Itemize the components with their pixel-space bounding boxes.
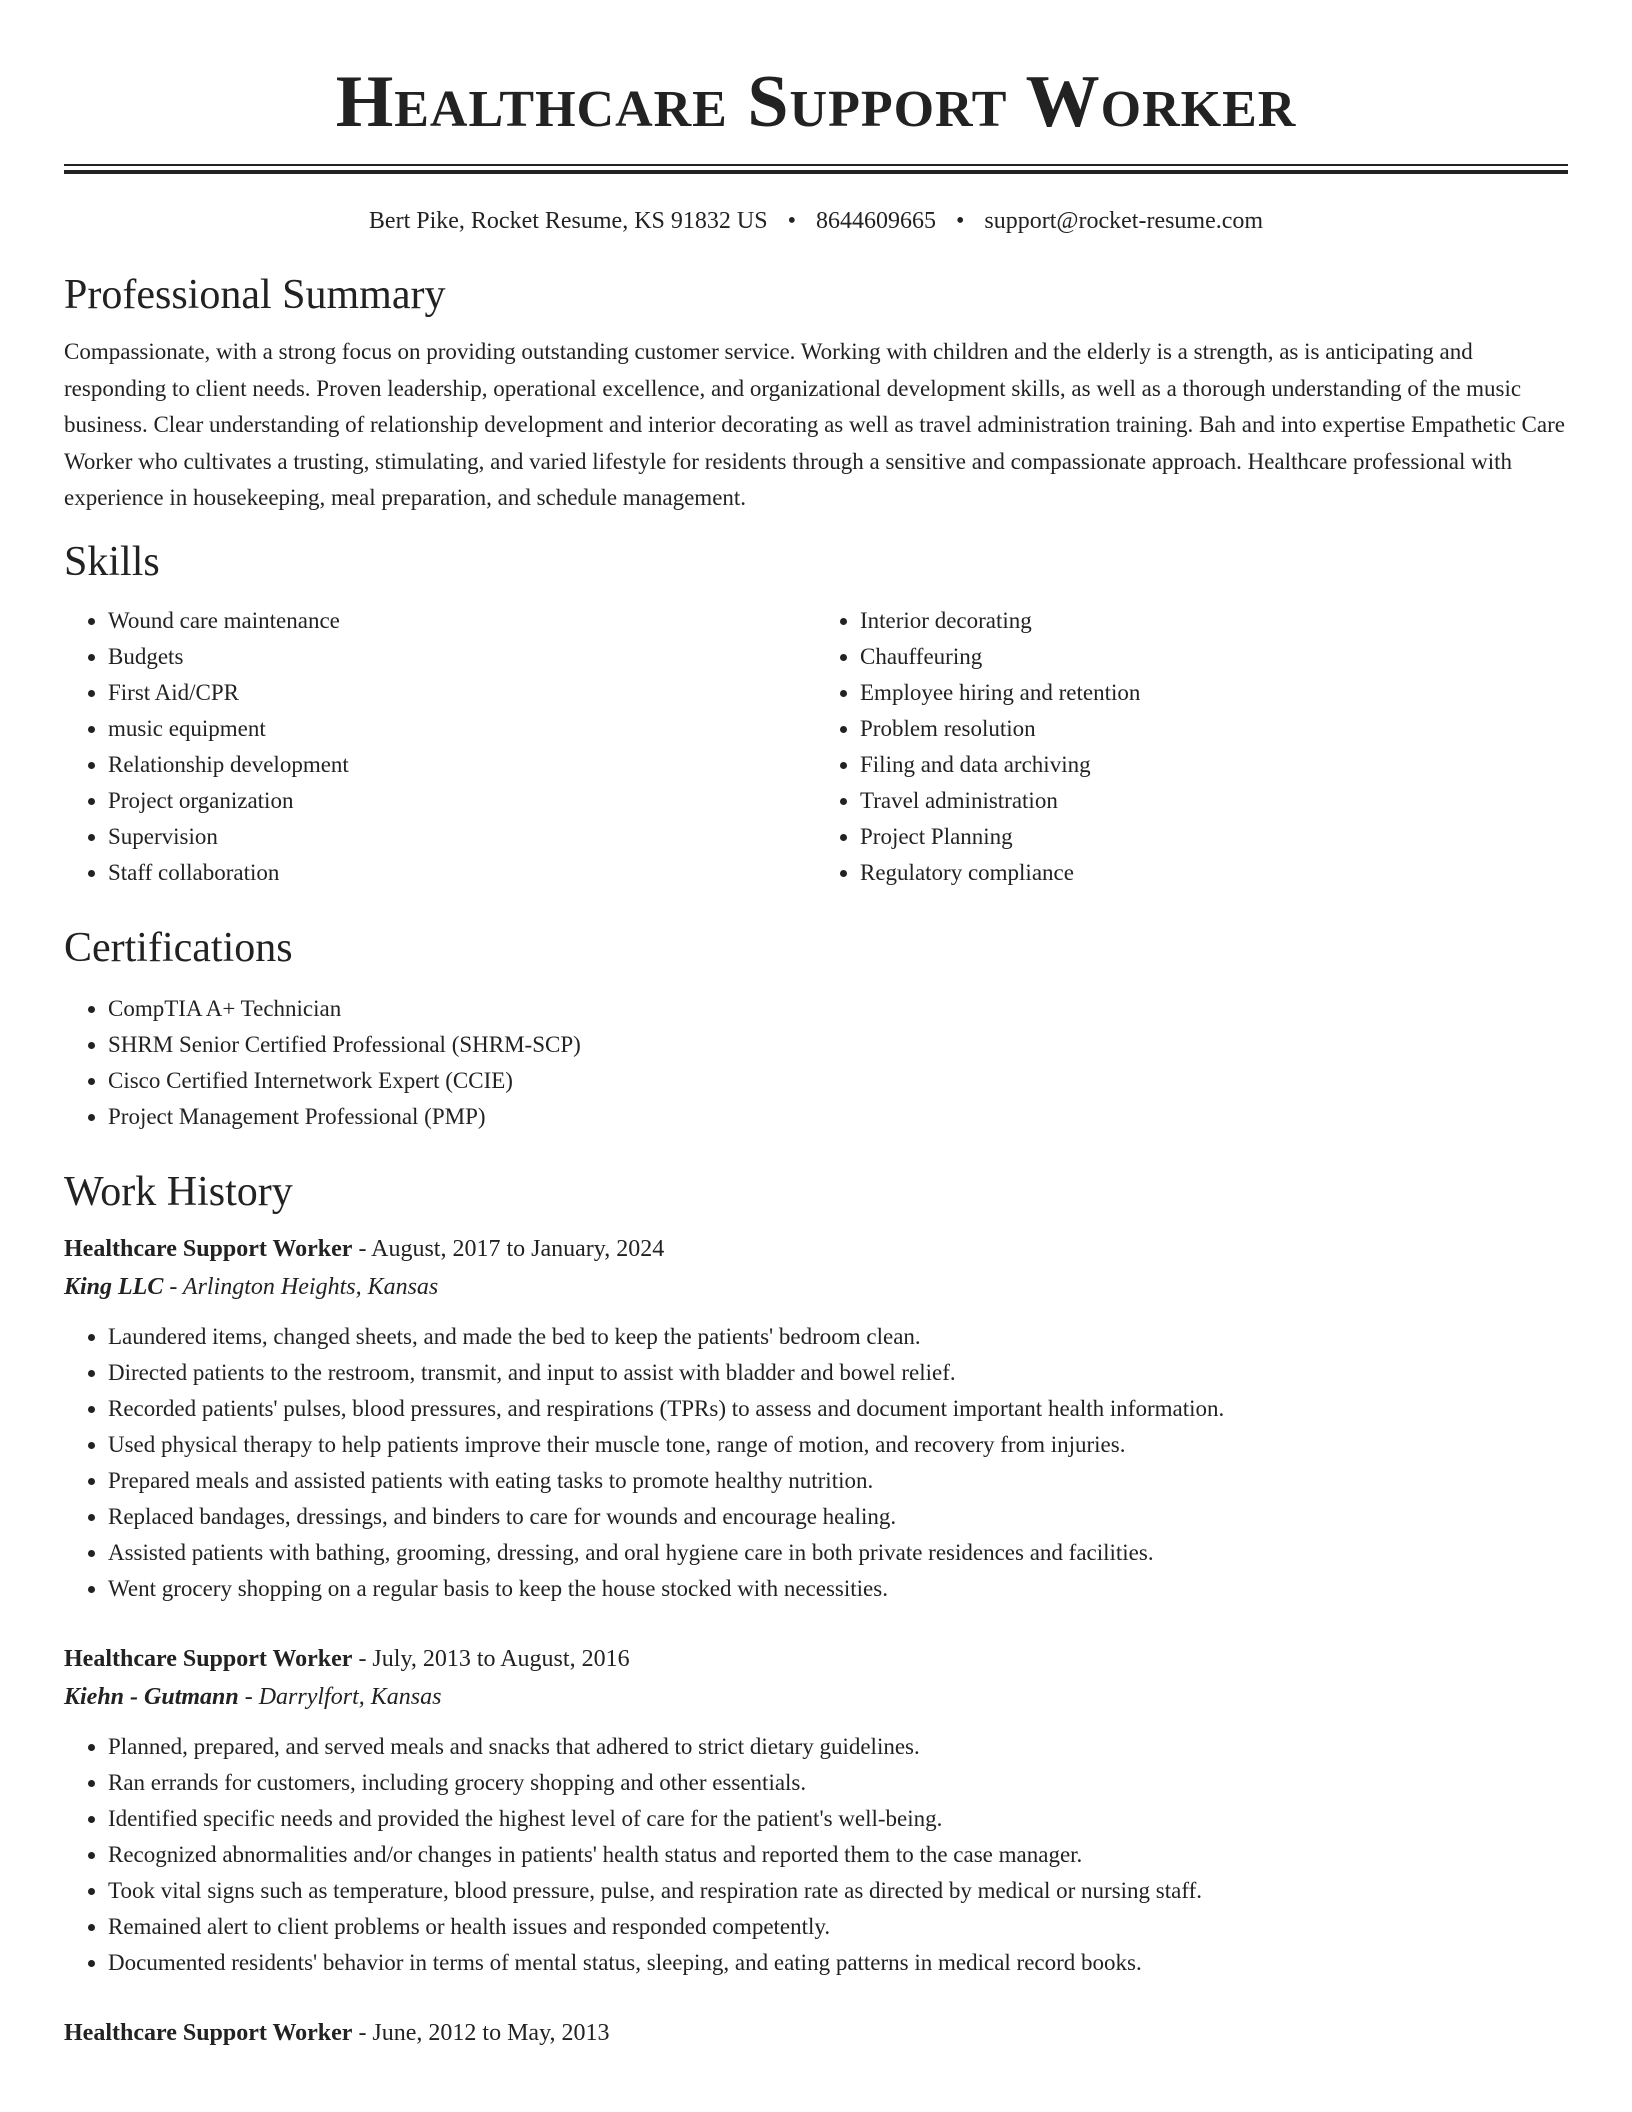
job-duty: • Identified specific needs and provided the highest level of care for the patient's well-being. bbox=[108, 1801, 1568, 1837]
skills-heading: Skills bbox=[64, 538, 160, 585]
job-duty: • Documented residents' behavior in terms of mental status, sleeping, and eating patterns in medical record books. bbox=[108, 1945, 1568, 1981]
job-duty: • Used physical therapy to help patients improve their muscle tone, range of motion, and recovery from injuries. bbox=[108, 1427, 1568, 1463]
job-duty: • Assisted patients with bathing, grooming, dressing, and oral hygiene care in both private residences and facilities. bbox=[108, 1535, 1568, 1571]
skill-item: • music equipment bbox=[108, 711, 816, 747]
skill-item: • Relationship development bbox=[108, 747, 816, 783]
job-role: Healthcare Support Worker bbox=[64, 2019, 353, 2046]
contact-separator: • bbox=[787, 208, 796, 234]
job-duty: • Recorded patients' pulses, blood pressures, and respirations (TPRs) to assess and document important health information. bbox=[108, 1391, 1568, 1427]
skills-column-right bbox=[816, 603, 1568, 891]
resume-page bbox=[64, 0, 1568, 2051]
job-company-line bbox=[64, 1677, 1568, 1717]
summary-text: Compassionate, with a strong focus on providing outstanding customer service. Working with children and the elderly is a strength, as is anticipating and responding to client needs. Proven leadership, operational excellence, and organizational development skills, as well as a thorough understanding of the music business. Clear understanding of relationship development and interior decorating as well as travel administration training. Bah and into expertise Empathetic Care Worker who cultivates a trusting, stimulating, and varied lifestyle for residents through a sensitive and compassionate approach. Healthcare professional with experience in housekeeping, meal preparation, and schedule management. bbox=[64, 339, 1565, 510]
certification-item: • Project Management Professional (PMP) bbox=[108, 1099, 1568, 1135]
summary-heading: Professional Summary bbox=[64, 272, 446, 318]
skill-item: • Travel administration bbox=[860, 783, 1568, 819]
job-entry bbox=[64, 1641, 1568, 1981]
job-duty: • Went grocery shopping on a regular basis to keep the house stocked with necessities. bbox=[108, 1571, 1568, 1607]
skills-column-left bbox=[64, 603, 816, 891]
job-duties bbox=[64, 1729, 1568, 1981]
job-dates: - July, 2013 to August, 2016 bbox=[352, 1645, 630, 1672]
skill-item: • Staff collaboration bbox=[108, 855, 816, 891]
job-company: Kiehn - Gutmann bbox=[64, 1683, 239, 1710]
skill-item: • Filing and data archiving bbox=[860, 747, 1568, 783]
job-duty: • Took vital signs such as temperature, blood pressure, pulse, and respiration rate as directed by medical or nursing staff. bbox=[108, 1873, 1568, 1909]
job-location: - Darrylfort, Kansas bbox=[238, 1683, 442, 1710]
job-entry bbox=[64, 1231, 1568, 1607]
contact-phone: 8644609665 bbox=[815, 208, 936, 234]
skill-item: • Employee hiring and retention bbox=[860, 675, 1568, 711]
job-location: - Arlington Heights, Kansas bbox=[163, 1273, 439, 1300]
job-dates: - June, 2012 to May, 2013 bbox=[352, 2019, 610, 2046]
skill-item: • Chauffeuring bbox=[860, 639, 1568, 675]
certifications-heading: Certifications bbox=[64, 924, 293, 971]
job-company: King LLC bbox=[64, 1273, 164, 1300]
job-duties bbox=[64, 1319, 1568, 1607]
certification-item: • SHRM Senior Certified Professional (SHRM-SCP) bbox=[108, 1027, 1568, 1063]
contact-email: support@rocket-resume.com bbox=[984, 208, 1264, 234]
skill-item: • Problem resolution bbox=[860, 711, 1568, 747]
resume-title: Healthcare Support Worker bbox=[335, 61, 1297, 143]
job-company-line bbox=[64, 1267, 1568, 1307]
job-role: Healthcare Support Worker bbox=[64, 1235, 353, 1262]
job-entry bbox=[64, 2015, 1568, 2051]
contact-address: Bert Pike, Rocket Resume, KS 91832 US bbox=[368, 208, 768, 234]
skill-item: • Project organization bbox=[108, 783, 816, 819]
job-role: Healthcare Support Worker bbox=[64, 1645, 353, 1672]
title-divider bbox=[64, 164, 1568, 174]
skill-item: • First Aid/CPR bbox=[108, 675, 816, 711]
job-duty: • Recognized abnormalities and/or changes in patients' health status and reported them to the case manager. bbox=[108, 1837, 1568, 1873]
job-dates: - August, 2017 to January, 2024 bbox=[352, 1235, 665, 1262]
job-header bbox=[64, 1231, 1568, 1267]
skill-item: • Wound care maintenance bbox=[108, 603, 816, 639]
job-header bbox=[64, 2015, 1568, 2051]
certification-item: • Cisco Certified Internetwork Expert (CCIE) bbox=[108, 1063, 1568, 1099]
job-duty: • Directed patients to the restroom, transmit, and input to assist with bladder and bowel relief. bbox=[108, 1355, 1568, 1391]
job-duty: • Remained alert to client problems or health issues and responded competently. bbox=[108, 1909, 1568, 1945]
skill-item: • Regulatory compliance bbox=[860, 855, 1568, 891]
job-duty: • Replaced bandages, dressings, and binders to care for wounds and encourage healing. bbox=[108, 1499, 1568, 1535]
certifications-list bbox=[64, 991, 1568, 1135]
skill-item: • Budgets bbox=[108, 639, 816, 675]
job-duty: • Ran errands for customers, including grocery shopping and other essentials. bbox=[108, 1765, 1568, 1801]
job-duty: • Laundered items, changed sheets, and made the bed to keep the patients' bedroom clean. bbox=[108, 1319, 1568, 1355]
certification-item: • CompTIA A+ Technician bbox=[108, 991, 1568, 1027]
skill-item: • Supervision bbox=[108, 819, 816, 855]
contact-separator: • bbox=[955, 208, 965, 234]
work-history-heading: Work History bbox=[64, 1168, 293, 1215]
job-duty: • Planned, prepared, and served meals and snacks that adhered to strict dietary guidelines. bbox=[108, 1729, 1568, 1765]
contact-line bbox=[64, 204, 1568, 238]
job-header bbox=[64, 1641, 1568, 1677]
skill-item: • Project Planning bbox=[860, 819, 1568, 855]
skills-grid bbox=[64, 603, 1568, 891]
skill-item: • Interior decorating bbox=[860, 603, 1568, 639]
job-duty: • Prepared meals and assisted patients with eating tasks to promote healthy nutrition. bbox=[108, 1463, 1568, 1499]
